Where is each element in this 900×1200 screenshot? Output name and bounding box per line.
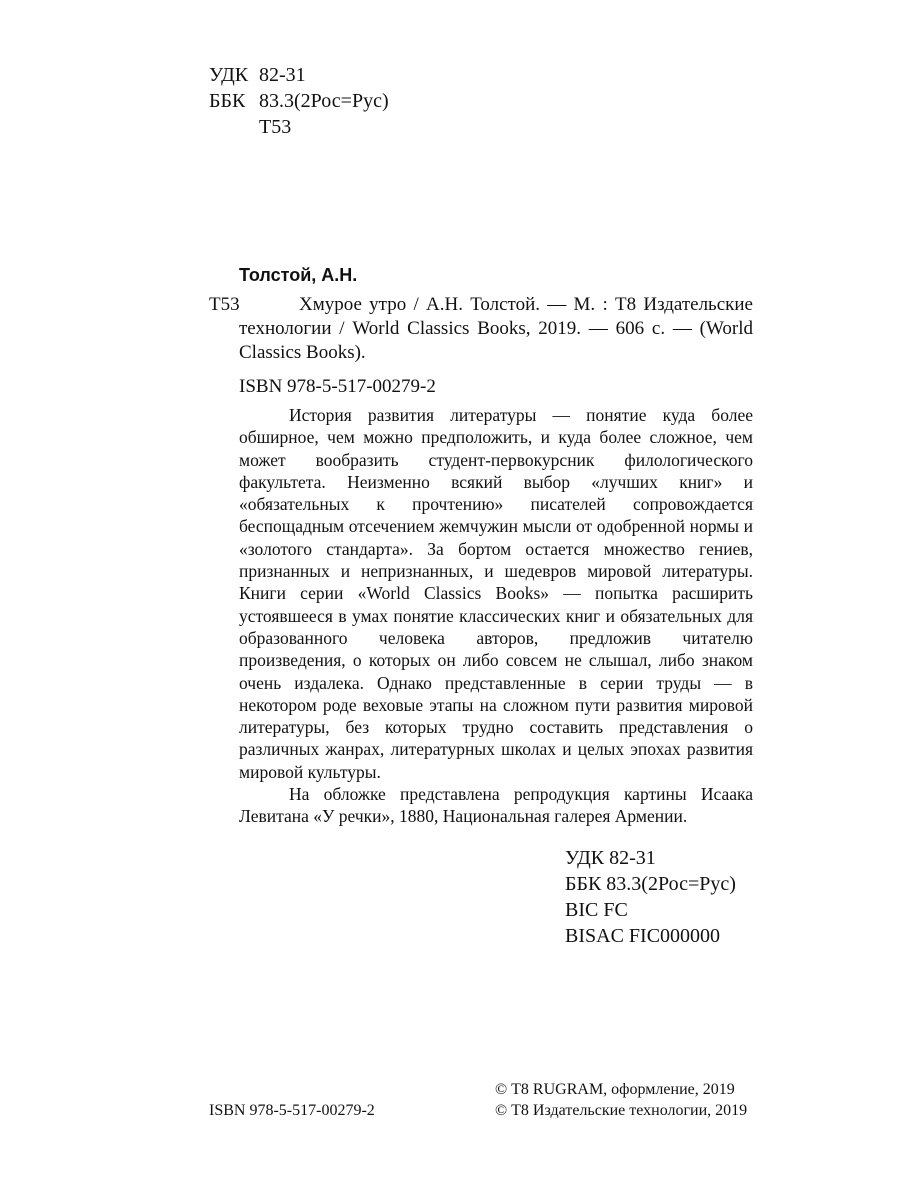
- classification-bottom: [565, 845, 736, 949]
- udk-row: [209, 62, 389, 88]
- copyright-line: © Т8 RUGRAM, оформление, 2019: [495, 1081, 735, 1098]
- bbk-value: 83.3(2Рос=Рус): [259, 90, 389, 112]
- udk-label: УДК: [209, 64, 249, 86]
- footer-isbn: ISBN 978-5-517-00279-2: [209, 1102, 375, 1119]
- copyright-block: [495, 1079, 747, 1121]
- udk-value: 82-31: [259, 64, 306, 86]
- card-description: Хмурое утро / А.Н. Толстой. — М. : Т8 Издательские технологии / World Classics Books, 2019. — 606 с. — (World Classics Books).: [239, 294, 753, 363]
- bic-line: BIC FC: [565, 899, 628, 921]
- udk-line: УДК 82-31: [565, 847, 656, 869]
- annotation-paragraph: История развития литературы — понятие куда более обширное, чем можно предположить, и куда более сложное, чем может вообразить студент-первокурсник филологического факультета. Неизменно всякий выбор «лучших книг» и «обязательных к прочтению» писателей сопровождается беспощадным отсечением жемчужин мысли от одобренной нормы и «золотого стандарта». За бортом остается множество гениев, признанных и непризнанных, и шедевров мировой литературы. Книги серии «World Classics Books» — попытка расширить устоявшееся в умах понятие классических книг и обязательных для образованного человека авторов, предложив читателю произведения, о которых он либо совсем не слышал, либо знаком очень издалека. Однако представленные в серии труды — в некотором роде веховые этапы на сложном пути развития мировой литературы, без которых трудно составить представления о различных жанрах, литературных школах и целых эпохах развития мировой культуры.: [239, 405, 753, 782]
- bisac-line: BISAC FIC000000: [565, 925, 721, 947]
- copyright-line: © Т8 Издательские технологии, 2019: [495, 1102, 748, 1119]
- card-author: Толстой, А.Н.: [239, 265, 358, 285]
- bbk-line: ББК 83.3(2Рос=Рус): [565, 873, 736, 895]
- author-mark: Т53: [259, 116, 292, 138]
- annotation-paragraph: На обложке представлена репродукция картины Исаака Левитана «У речки», 1880, Национальная галерея Армении.: [239, 784, 753, 827]
- bbk-row: [209, 88, 389, 114]
- card-isbn: ISBN 978-5-517-00279-2: [239, 376, 436, 397]
- annotation: [239, 404, 753, 828]
- bbk-label: ББК: [209, 90, 246, 112]
- classification-top: [209, 62, 389, 140]
- card-code: Т53: [209, 294, 240, 315]
